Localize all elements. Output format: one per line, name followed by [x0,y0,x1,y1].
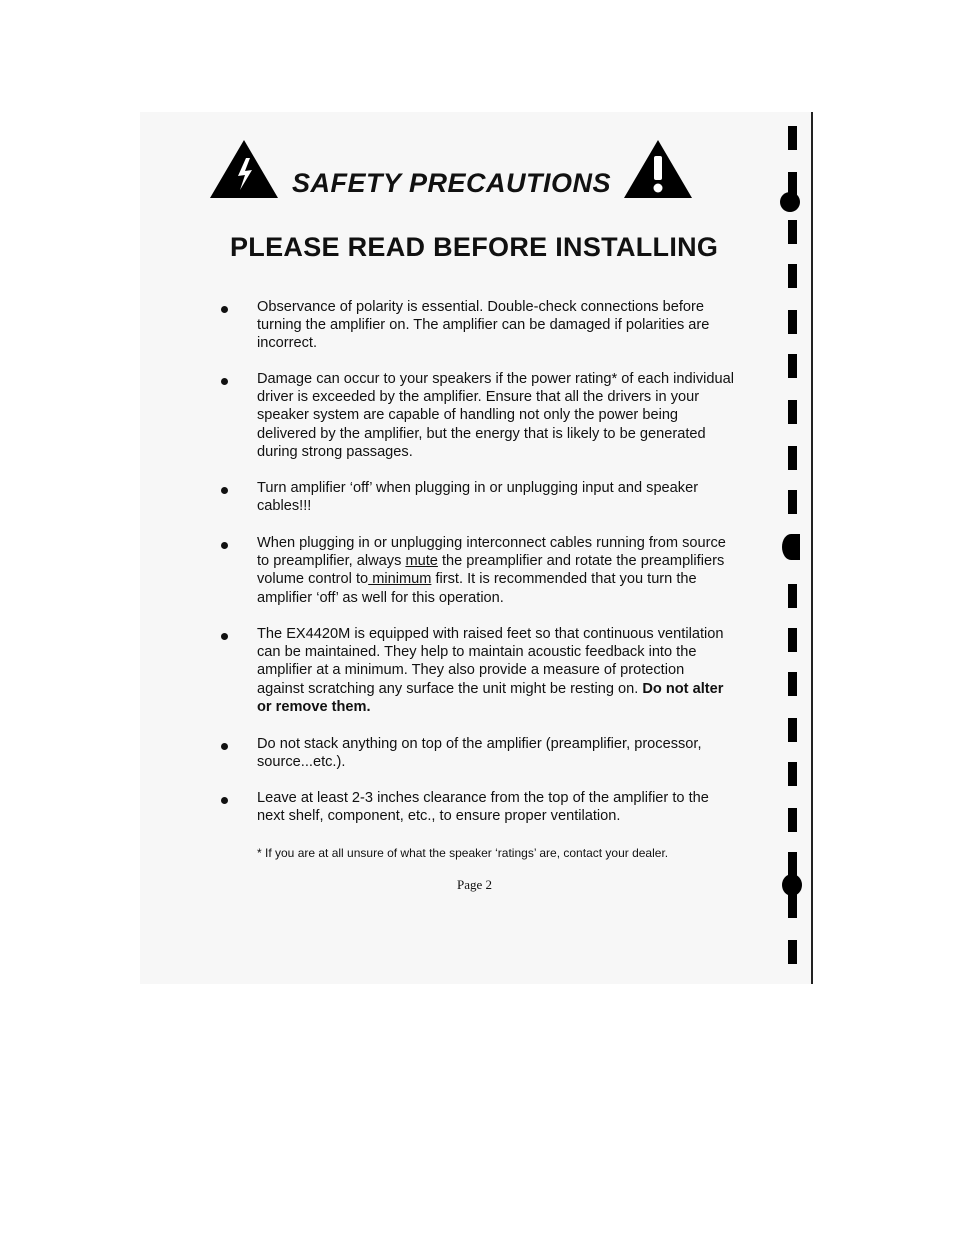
list-item-text [257,534,735,607]
binding-bar [788,852,797,876]
binding-bar [788,220,797,244]
binding-bar [788,628,797,652]
footnote: * If you are at all unsure of what the speaker ‘ratings’ are, contact your dealer. [257,846,669,860]
text-segment: the preamplifier and rotate the preamplifiers volume control to [257,553,725,588]
bullet-dot [221,487,228,494]
binding-bar [788,126,797,150]
text-segment: When plugging in or unplugging interconnect cables running from source to preamplifier, always [257,535,726,570]
binding-hole [780,192,800,212]
list-item-text [257,625,735,716]
list-item-text: Leave at least 2-3 inches clearance from the top of the amplifier to the next shelf, component, etc., to ensure proper ventilation. [257,790,709,825]
binding-bar [788,400,797,424]
exclamation-warning-icon [624,140,692,198]
binding-bar [788,894,797,918]
underlined-minimum: minimum [368,571,432,588]
text-segment: first. It is recommended that you turn the amplifier ‘off’ as well for this operation. [257,571,697,606]
electric-shock-warning-icon [210,140,278,198]
bold-warning: Do not alter or remove them. [257,680,724,715]
list-item-text: Observance of polarity is essential. Double-check connections before turning the amplifier on. The amplifier can be damaged if polarities are incorrect. [257,299,710,352]
safety-header [210,140,700,200]
list-item-text: Damage can occur to your speakers if the power rating* of each individual driver is exceeded by the amplifier. Ensure that all the drivers in your speaker system are capable of handling not only the power being delivered by the amplifier, but the energy that is likely to be generated during strong passages. [257,371,734,460]
page-edge-rule [811,112,813,984]
binding-bar [788,310,797,334]
bullet-dot [221,306,228,313]
binding-bar [788,672,797,696]
binding-hole [782,534,800,560]
page-title: SAFETY PRECAUTIONS [292,168,612,198]
binding-hole [782,874,802,896]
binding-bar [788,490,797,514]
binding-bar [788,808,797,832]
bullet-dot [221,797,228,804]
binding-bar [788,354,797,378]
list-item-text: Do not stack anything on top of the amplifier (preamplifier, processor, source...etc.). [257,736,702,771]
binding-bar [788,940,797,964]
binding-bar [788,584,797,608]
binding-bar [788,762,797,786]
bullet-dot [221,633,228,640]
binding-bar [788,446,797,470]
bullet-dot [221,378,228,385]
binding-holes-strip [780,112,810,984]
underlined-mute: mute [405,553,438,570]
bullet-dot [221,542,228,549]
subtitle: PLEASE READ BEFORE INSTALLING [230,232,719,262]
page-number: Page 2 [457,877,493,892]
binding-bar [788,264,797,288]
bullet-dot [221,743,228,750]
binding-bar [788,718,797,742]
text-segment: The EX4420M is equipped with raised feet so that continuous ventilation can be maintained. They help to maintain acoustic feedback into the amplifier at a minimum. They also provide a measure of protection against scratching any surface the unit might be resting on. [257,626,724,697]
list-item-text: Turn amplifier ‘off’ when plugging in or unplugging input and speaker cables!!! [257,480,699,515]
